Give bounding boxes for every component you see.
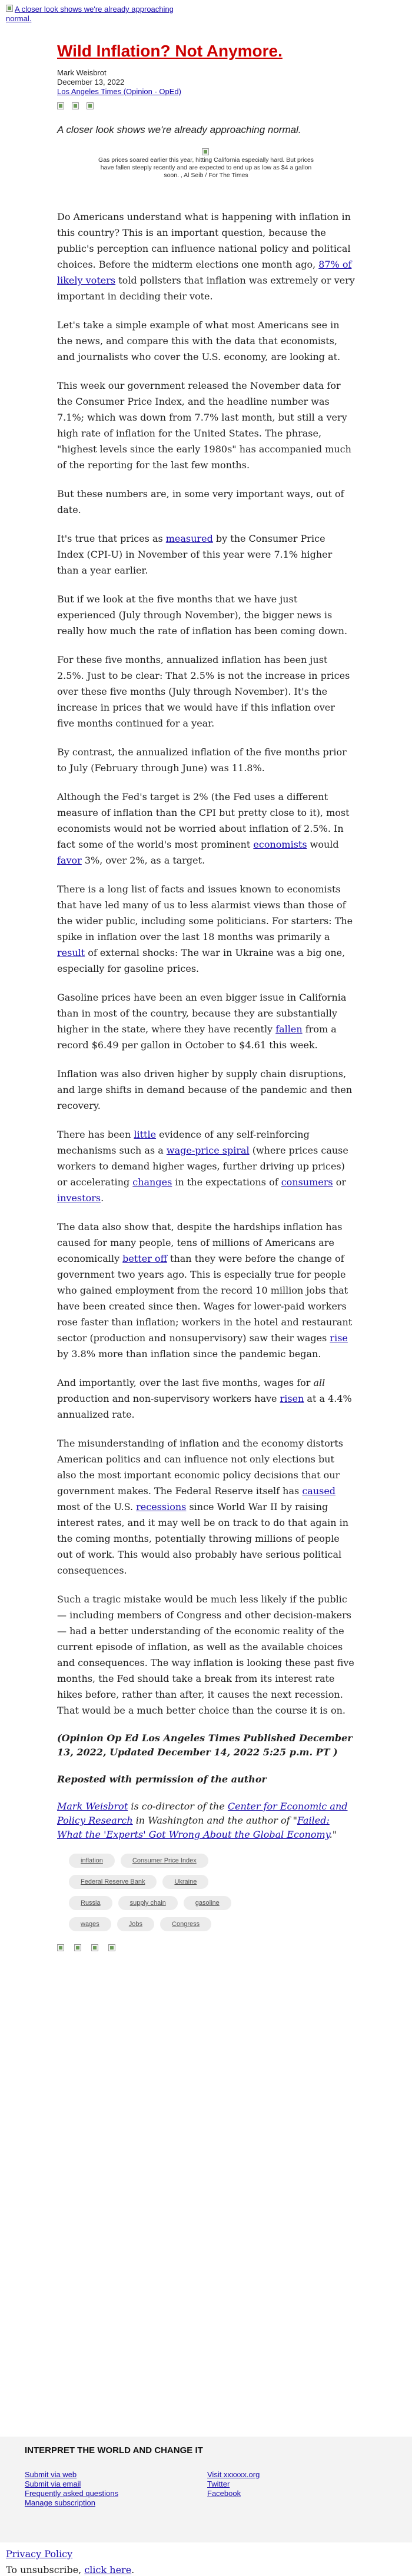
article-figure: [92, 148, 320, 179]
text-run: There has been: [57, 1129, 134, 1140]
text-run: by 3.8% more than inflation since the pandemic began.: [57, 1348, 321, 1359]
tag-pill[interactable]: supply chain: [118, 1896, 178, 1910]
text-run: The data also show that, despite the hardships inflation has caused for many people, tens of millions of Americans are economically: [57, 1221, 343, 1264]
text-run: from a record $6.49 per gallon in October to $4.61 this week.: [57, 1024, 337, 1051]
text-run: The misunderstanding of inflation and the economy distorts American politics and can influence not only elections but also the most important economic policy decisions that our government makes. The Federal Reserve itself has: [57, 1438, 343, 1497]
article-paragraph: [57, 317, 355, 365]
footer-link[interactable]: Manage subscription: [25, 2498, 95, 2507]
tag-pill[interactable]: gasoline: [184, 1896, 231, 1910]
footer-link[interactable]: Submit via email: [25, 2480, 81, 2488]
footer-left-links: [25, 2470, 207, 2508]
photo-caption: Gas prices soared earlier this year, hitting California especially hard. But prices have fallen steeply recently and are expected to end up as low as $4 a gallon soon. , Al Seib / For The Times: [98, 156, 314, 179]
article-paragraph: [57, 1066, 355, 1114]
tag-pill[interactable]: wages: [69, 1917, 111, 1931]
article-body: [57, 209, 355, 1718]
article-paragraph: [57, 881, 355, 977]
author-bio: [57, 1799, 355, 1842]
article-paragraph: [57, 744, 355, 776]
publication-signoff: (Opinion Op Ed Los Angeles Times Published December 13, 2022, Updated December 14, 2022 5:25 p.m. PT ): [57, 1732, 353, 1758]
inline-link[interactable]: risen: [280, 1393, 304, 1404]
text-run: For these five months, annualized inflation has been just 2.5%. Just to be clear: That 2.5% is not the increase in prices over these five months (July through November). It's the increase in prices that we would have if this inflation over five months continued for a year.: [57, 654, 350, 729]
footer-link[interactable]: Twitter: [207, 2480, 230, 2488]
inline-link[interactable]: favor: [57, 855, 82, 866]
twitter-share-icon[interactable]: [74, 1944, 81, 1951]
inline-link[interactable]: measured: [165, 533, 213, 544]
author-name: Mark Weisbrot: [57, 68, 107, 77]
footer-link[interactable]: Visit xxxxxx.org: [207, 2470, 260, 2479]
text-run: This week our government released the November data for the Consumer Price Index, and the headline number was 7.1%; which was down from 7.7% last month, but still a very high rate of inflation for the United States. The phrase, "highest levels since the early 1980s" has accompanied much of the reporting for the last few months.: [57, 380, 351, 471]
article-dek: A closer look shows we're already approaching normal.: [57, 124, 301, 135]
article: [57, 41, 355, 1955]
text-run: of external shocks: The war in Ukraine was a big one, especially for gasoline prices.: [57, 947, 345, 974]
tag-pill[interactable]: Consumer Price Index: [121, 1854, 208, 1868]
tag-list: [57, 1854, 355, 1938]
text-run: production and non-supervisory workers have: [57, 1393, 280, 1404]
text-run: There is a long list of facts and issues known to economists that have led many of us to less alarmist views than those of the wider public, including some politicians. For starters: The spike in inflation over the last 18 months was primarily a: [57, 884, 353, 942]
twitter-share-icon[interactable]: [72, 102, 79, 109]
footer-title: INTERPRET THE WORLD AND CHANGE IT: [25, 2445, 203, 2455]
print-share-icon[interactable]: [108, 1944, 115, 1951]
emphasis-text: all: [313, 1377, 325, 1388]
article-paragraph: [57, 989, 355, 1053]
footer-link[interactable]: Frequently asked questions: [25, 2489, 118, 2498]
footer-link[interactable]: Facebook: [207, 2489, 241, 2498]
text-run: in Washington and the author of ": [132, 1815, 297, 1826]
inline-link[interactable]: 87% of likely voters: [57, 259, 352, 286]
text-run: in the expectations of: [172, 1177, 281, 1188]
inline-link[interactable]: changes: [132, 1177, 172, 1188]
top-image-alt-text: A closer look shows we're already approaching normal.: [6, 5, 174, 23]
article-meta: [57, 68, 355, 96]
inline-link[interactable]: result: [57, 947, 85, 958]
publish-date: December 13, 2022: [57, 78, 125, 86]
text-run: 3%, over 2%, as a target.: [81, 855, 205, 866]
article-paragraph: [57, 1127, 355, 1206]
text-run: told pollsters that inflation was extremely or very important in deciding their vote.: [57, 275, 355, 302]
email-share-icon[interactable]: [91, 1944, 98, 1951]
tag-row: [69, 1875, 355, 1896]
tag-pill[interactable]: Federal Reserve Bank: [69, 1875, 157, 1889]
article-paragraph: [57, 789, 355, 868]
tag-pill[interactable]: Jobs: [117, 1917, 154, 1931]
text-run: by the Consumer Price Index (CPI-U) in November of this year were 7.1% higher than a year earlier.: [57, 533, 333, 576]
facebook-share-icon[interactable]: [57, 102, 64, 109]
inline-link[interactable]: wage-price spiral: [166, 1145, 250, 1156]
share-icons-top: [57, 102, 355, 113]
article-paragraph: [57, 209, 355, 304]
article-photo-icon: [202, 148, 209, 155]
text-run: (where prices cause workers to demand higher wages, further driving up prices) or accelerating: [57, 1145, 348, 1188]
article-title[interactable]: Wild Inflation? Not Anymore.: [57, 42, 283, 60]
article-paragraph: [57, 1375, 355, 1422]
tag-pill[interactable]: Congress: [160, 1917, 211, 1931]
inline-link[interactable]: Failed: What the 'Experts' Got Wrong About the Global Economy: [57, 1815, 330, 1840]
reposted-note: Reposted with permission of the author: [57, 1774, 267, 1785]
inline-link[interactable]: economists: [253, 839, 307, 850]
text-run: or: [333, 1177, 347, 1188]
privacy-policy-link[interactable]: Privacy Policy: [6, 2548, 73, 2560]
article-paragraph: [57, 531, 355, 578]
text-run: than they were before the change of government two years ago. This is especially true for people who gained employment from the record 10 million jobs that have been created since then. Wages for lower-paid workers rose faster than inflation; workers in the hotel and restaurant sector (production and nonsupervisory) saw their wages: [57, 1253, 353, 1344]
text-run: Although the Fed's target is 2% (the Fed uses a different measure of inflation than the CPI but pretty close to it), most economists would not be worried about inflation of 2.5%. In fact some of the world's most prominent: [57, 791, 350, 850]
inline-link[interactable]: Mark Weisbrot: [57, 1801, 128, 1812]
outlet-link[interactable]: Los Angeles Times (Opinion - OpEd): [57, 87, 181, 96]
tag-pill[interactable]: Ukraine: [162, 1875, 208, 1889]
text-run: But these numbers are, in some very important ways, out of date.: [57, 488, 344, 515]
article-paragraph: [57, 378, 355, 473]
footer: [0, 2437, 412, 2542]
inline-link[interactable]: little: [134, 1129, 157, 1140]
footer-link[interactable]: Submit via web: [25, 2470, 77, 2479]
inline-link[interactable]: caused: [302, 1485, 336, 1497]
tag-row: [69, 1854, 355, 1875]
text-run: .: [101, 1192, 104, 1204]
text-run: By contrast, the annualized inflation of the five months prior to July (February through June) was 11.8%.: [57, 747, 347, 774]
email-share-icon[interactable]: [87, 102, 94, 109]
text-run: Gasoline prices have been an even bigger issue in California than in most of the country, because they are substantially higher in the state, where they have recently: [57, 992, 347, 1035]
inline-link[interactable]: investors: [57, 1192, 101, 1204]
text-run: would: [307, 839, 339, 850]
top-banner-image-link[interactable]: [6, 5, 182, 24]
inline-link[interactable]: consumers: [281, 1177, 333, 1188]
article-paragraph: [57, 1219, 355, 1362]
article-paragraph: [57, 1435, 355, 1578]
text-run: at a 4.4% annualized rate.: [57, 1393, 352, 1420]
text-run: Such a tragic mistake would be much less likely if the public — including members of Congress and other decision-makers — had a better understanding of the economic reality of the current episode of inflation, as well as the available choices and consequences. The way inflation is looking these past five months, the Fed should take a break from its interest rate hikes before, rather than after, it causes the next recession. That would be a much better choice than the course it is on.: [57, 1594, 354, 1716]
article-paragraph: [57, 486, 355, 518]
unsubscribe-line: To unsubscribe, click here.: [6, 2564, 135, 2575]
inline-link[interactable]: rise: [330, 1332, 348, 1344]
unsubscribe-text: To unsubscribe,: [6, 2564, 85, 2575]
tag-row: [69, 1896, 355, 1917]
text-run: Do Americans understand what is happening with inflation in this country? This is an important question, because the public's perception can influence national policy and political choices. Before the midterm elections one month ago,: [57, 211, 351, 270]
tag-row: [69, 1917, 355, 1938]
tag-pill[interactable]: Russia: [69, 1896, 112, 1910]
text-run: .": [329, 1829, 337, 1840]
unsubscribe-link[interactable]: click here: [84, 2564, 132, 2575]
inline-link[interactable]: Center for Economic and Policy Research: [57, 1801, 348, 1826]
inline-link[interactable]: better off: [122, 1253, 167, 1264]
text-run: And importantly, over the last five months, wages for: [57, 1377, 314, 1388]
tag-pill[interactable]: inflation: [69, 1854, 115, 1868]
facebook-share-icon[interactable]: [57, 1944, 64, 1951]
text-run: It's true that prices as: [57, 533, 166, 544]
text-run: since World War II by raising interest rates, and it may well be on track to do that again in the coming months, potentially throwing millions of people out of work. This would also probably have serious political consequences.: [57, 1501, 349, 1576]
text-run: is co-director of the: [128, 1801, 228, 1812]
text-run: Let's take a simple example of what most Americans see in the news, and compare this with the data that economists, and journalists who cover the U.S. economy, are looking at.: [57, 319, 341, 362]
inline-link[interactable]: fallen: [275, 1024, 303, 1035]
text-run: most of the U.S.: [57, 1501, 137, 1512]
text-run: Inflation was also driven higher by supply chain disruptions, and large shifts in demand because of the pandemic and then recovery.: [57, 1068, 353, 1111]
inline-link[interactable]: recessions: [136, 1501, 187, 1512]
broken-image-icon: [6, 5, 13, 12]
article-paragraph: [57, 591, 355, 639]
footer-right-links: [207, 2470, 390, 2508]
article-paragraph: [57, 652, 355, 731]
article-paragraph: [57, 1591, 355, 1718]
text-run: evidence of any self-reinforcing mechanisms such as a: [57, 1129, 310, 1156]
text-run: But if we look at the five months that we have just experienced (July through November), the bigger news is really how much the rate of inflation has been coming down.: [57, 594, 348, 636]
share-icons-bottom: [57, 1944, 355, 1955]
